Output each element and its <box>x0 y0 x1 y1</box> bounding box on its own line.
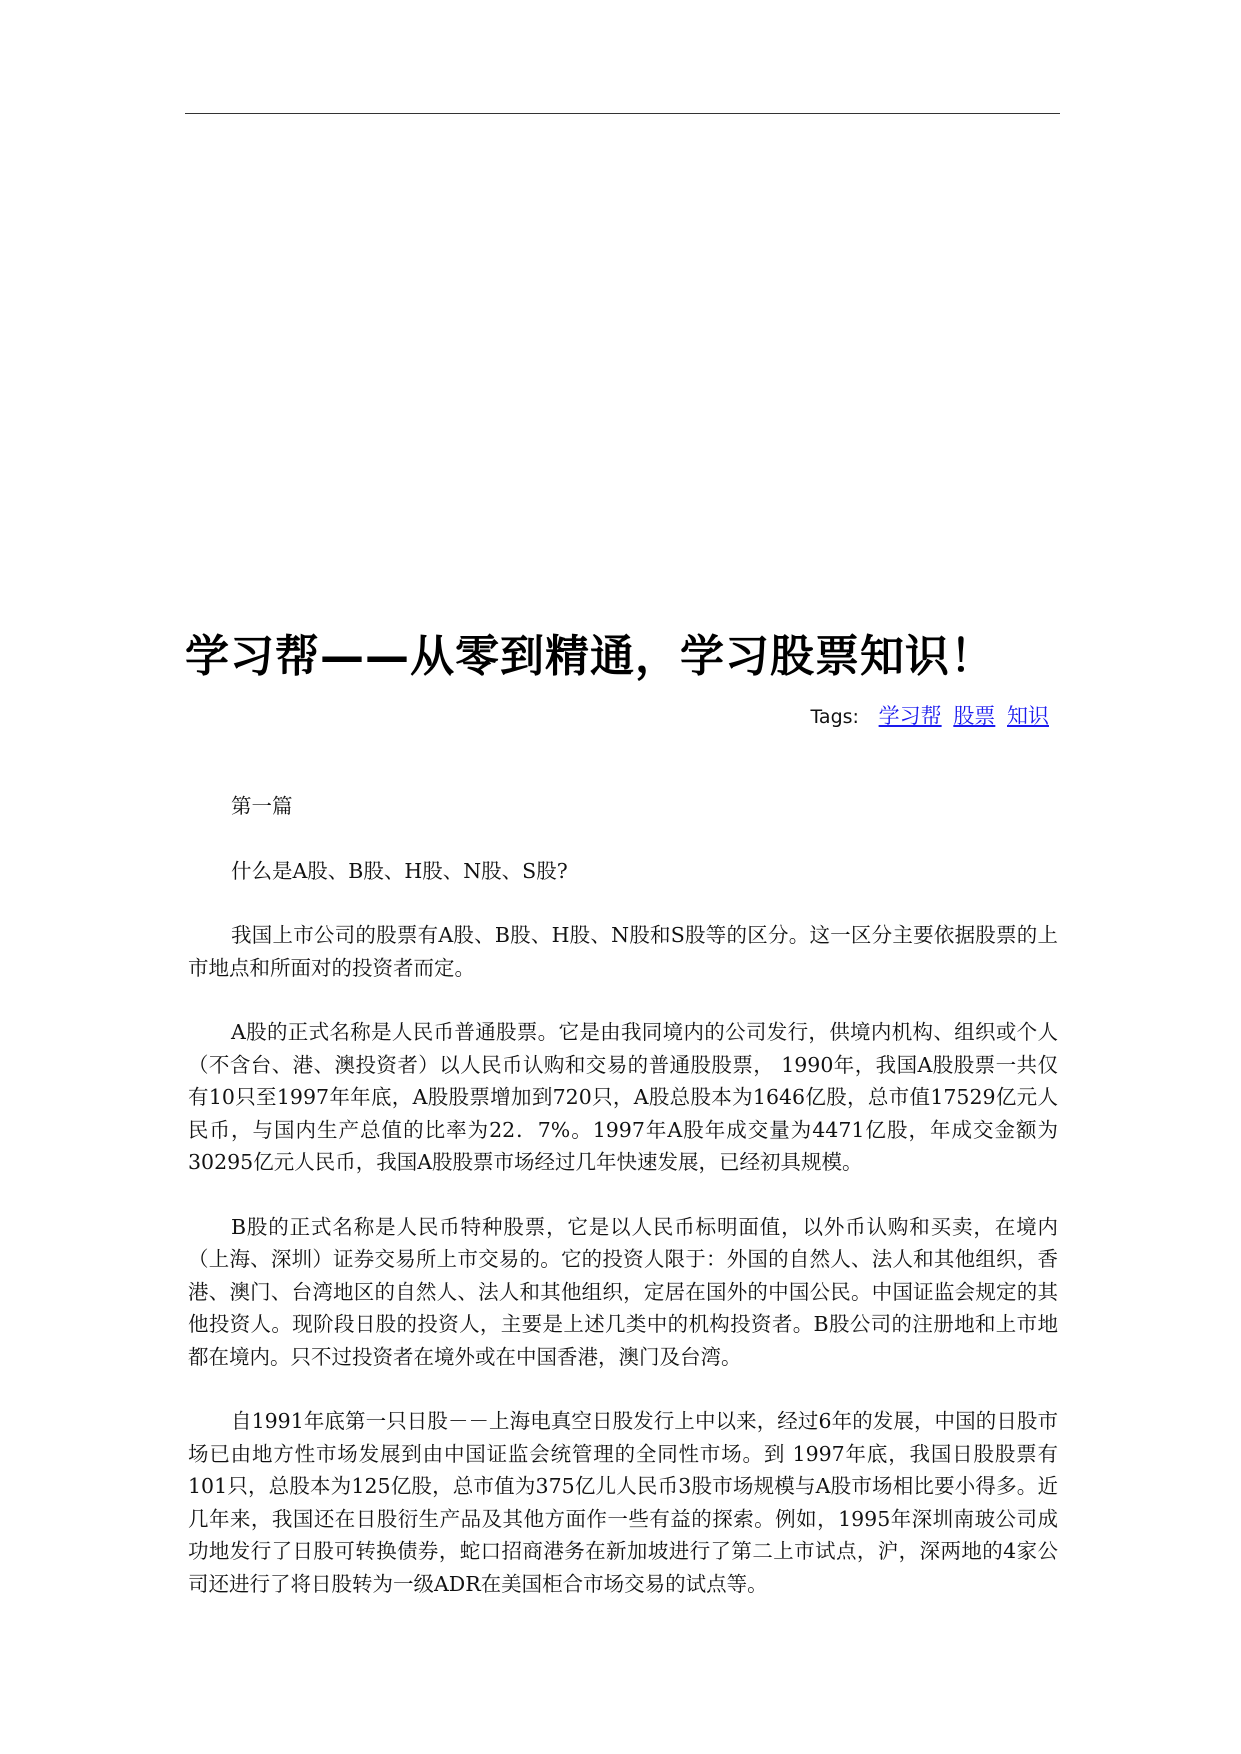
section-heading: 第一篇 <box>231 794 293 818</box>
tag-link-zhishi[interactable]: 知识 <box>1007 704 1049 728</box>
document-title: 学习帮——从零到精通，学习股票知识！ <box>185 631 995 682</box>
paragraph-a-share: A股的正式名称是人民币普通股票。它是由我同境内的公司发行，供境内机构、组织或个人（不含台、港、澳投资者）以人民币认购和交易的普通股股票， 1990年，我国A股股票一共仅有10只至1997年年底，A股股票增加到720只，A股总股本为1646亿股，总市值17529亿元人民币，与国内生产总值的比率为22．7%。1997年A股年成交量为4471亿股，年成交金额为30295亿元人民币，我国A股股票市场经过几年快速发展，已经初具规模。 <box>188 1020 1058 1174</box>
title-area <box>185 612 1085 682</box>
tag-link-xuexibang[interactable]: 学习帮 <box>878 704 942 728</box>
header-rule <box>185 113 1060 114</box>
tags-label: Tags: <box>810 706 859 728</box>
paragraph-b-share-history: 自1991年底第一只日股－－上海电真空日股发行上中以来，经过6年的发展，中国的日股市场已由地方性市场发展到由中国证监会统管理的全同性市场。到 1997年底，我国日股股票有101只，总股本为125亿股，总市值为375亿儿人民币3股市场规模与A股市场相比要小得多。近几年来，我国还在日股衍生产品及其他方面作一些有益的探索。例如，1995年深圳南玻公司成功地发行了日股可转换债券，蛇口招商港务在新加坡进行了第二上市试点，沪，深两地的4家公司还进行了将日股转为一级ADR在美国柜合市场交易的试点等。 <box>188 1409 1058 1596</box>
paragraph-intro: 我国上市公司的股票有A股、B股、H股、N股和S股等的区分。这一区分主要依据股票的上市地点和所面对的投资者而定。 <box>188 923 1058 980</box>
tags-row <box>810 700 1049 730</box>
question-heading: 什么是A股、B股、H股、N股、S股? <box>231 858 568 883</box>
tag-link-gupiao[interactable]: 股票 <box>953 704 996 728</box>
paragraph-b-share: B股的正式名称是人民币特种股票，它是以人民币标明面值，以外币认购和买卖，在境内（上海、深圳）证券交易所上市交易的。它的投资人限于：外国的自然人、法人和其他组织，香港、澳门、台湾地区的自然人、法人和其他组织，定居在国外的中国公民。中国证监会规定的其他投资人。现阶段日股的投资人，主要是上述几类中的机构投资者。B股公司的注册地和上市地都在境内。只不过投资者在境外或在中国香港，澳门及台湾。 <box>188 1214 1058 1369</box>
document-body <box>188 790 1058 1632</box>
